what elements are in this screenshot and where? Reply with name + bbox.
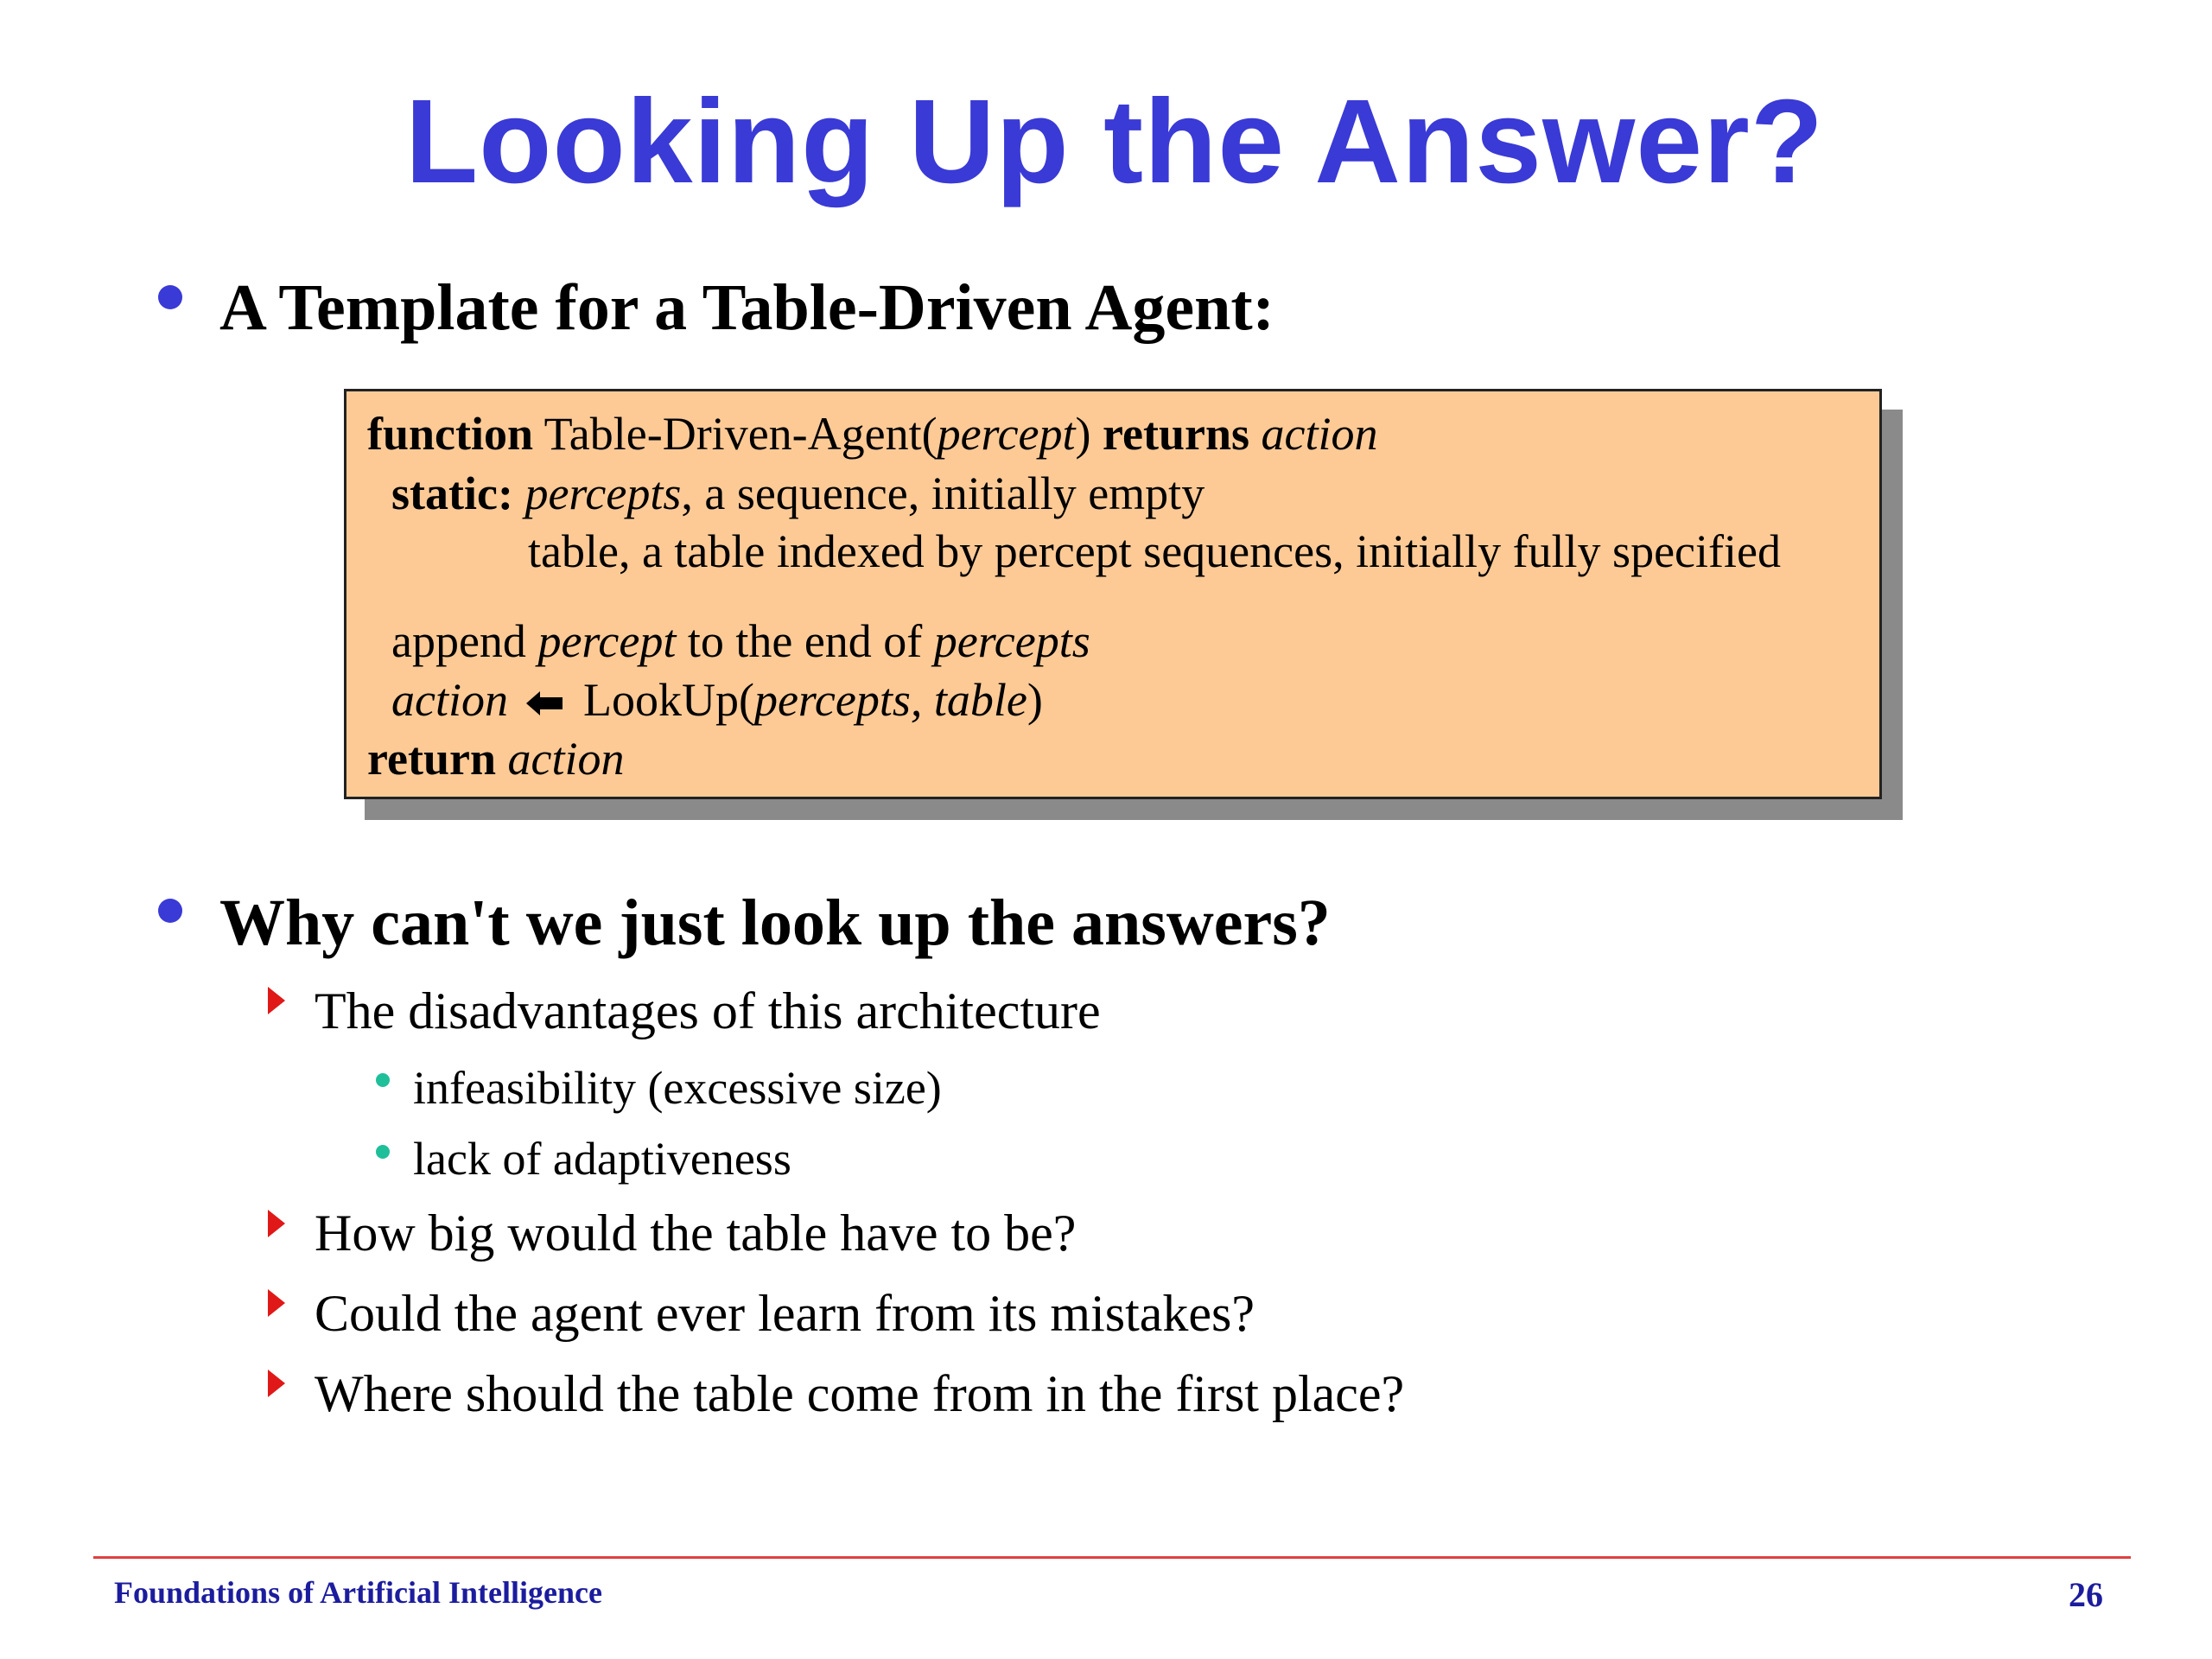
code-args: percepts, table (753, 674, 1027, 726)
code-line-5 (391, 674, 1043, 726)
code-var: action (391, 674, 508, 726)
sub-bullet: The disadvantages of this architecture (315, 982, 1101, 1039)
pseudocode-box (344, 389, 1882, 799)
code-line-3: table, a table indexed by percept sequences, initially fully specified (528, 525, 1781, 577)
assignment-arrow-icon (524, 688, 566, 719)
slide-number: 26 (2069, 1575, 2103, 1614)
keyword-static: static: (391, 467, 513, 519)
triangle-bullet-icon (268, 1289, 285, 1317)
dot-bullet-icon (376, 1145, 390, 1159)
bullet-marker (158, 899, 182, 923)
sub-bullet: Could the agent ever learn from its mistakes? (315, 1285, 1255, 1342)
code-line-2 (391, 467, 1205, 519)
code-var: percept (537, 615, 677, 667)
slide-title: Looking Up the Answer? (404, 75, 1825, 208)
footer-divider (93, 1556, 2131, 1559)
code-line-1 (367, 408, 1378, 460)
code-func-call: LookUp( (571, 674, 754, 726)
triangle-bullet-icon (268, 1370, 285, 1397)
sub-bullet: Where should the table come from in the first place? (315, 1365, 1405, 1422)
code-var-percepts: percepts (512, 467, 682, 519)
dot-bullet-icon (376, 1073, 390, 1087)
bullet-heading: Why can't we just look up the answers? (219, 887, 1331, 959)
triangle-bullet-icon (268, 1210, 285, 1237)
code-text: , a sequence, initially empty (681, 467, 1205, 519)
code-paren: ) (1027, 674, 1043, 726)
code-text: append (391, 615, 538, 667)
code-text: to the end of (676, 615, 934, 667)
code-var: percepts (933, 615, 1090, 667)
sub-sub-bullet: lack of adaptiveness (413, 1133, 791, 1185)
sub-bullet: How big would the table have to be? (315, 1205, 1077, 1262)
sub-sub-bullet: infeasibility (excessive size) (413, 1062, 942, 1114)
code-paren: ) (1075, 408, 1103, 460)
keyword-function: function (367, 408, 534, 460)
triangle-bullet-icon (268, 987, 285, 1014)
code-param: percept (937, 408, 1076, 460)
code-var: action (495, 733, 625, 785)
footer-course-title: Foundations of Artificial Intelligence (114, 1575, 602, 1610)
keyword-return: return (367, 733, 496, 785)
bullet-heading: A Template for a Table-Driven Agent: (219, 271, 1274, 344)
code-line-6 (367, 733, 625, 785)
bullet-marker (158, 285, 182, 309)
keyword-returns: returns (1103, 408, 1249, 460)
code-line-4 (391, 615, 1090, 667)
code-return-var: action (1249, 408, 1378, 460)
code-function-name: Table-Driven-Agent( (533, 408, 938, 460)
